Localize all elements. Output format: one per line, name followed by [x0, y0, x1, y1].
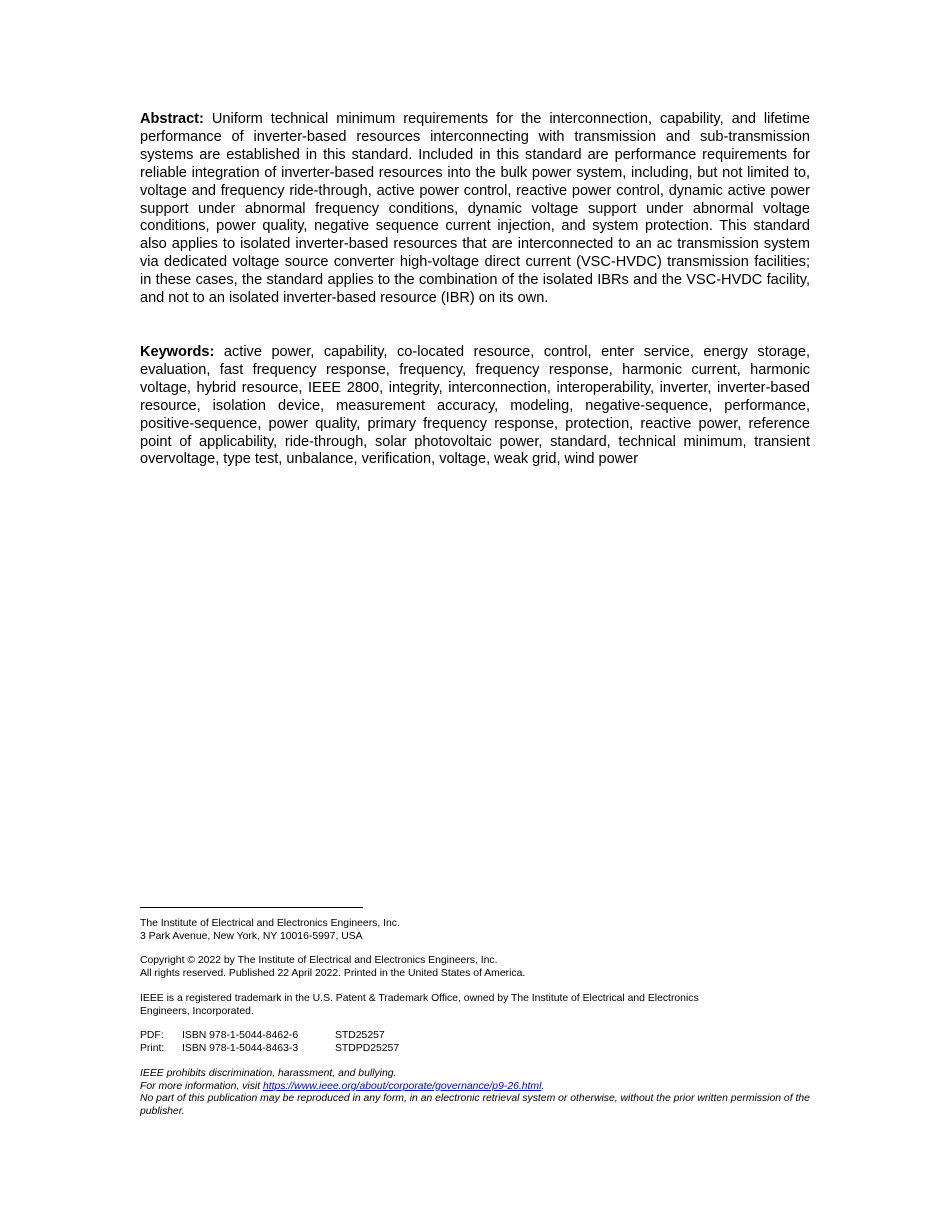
copyright-info: [140, 955, 815, 980]
isbn-format: Print:: [140, 1042, 165, 1054]
trademark-line-1: IEEE is a registered trademark in the U.S. Patent & Trademark Office, owned by The Institute of Electrical and Electronics: [140, 993, 699, 1004]
trademark-line-2: Engineers, Incorporated.: [140, 1005, 254, 1017]
footnote-divider: [140, 907, 363, 908]
isbn-code: STDPD25257: [335, 1042, 400, 1054]
notice-line-2: [140, 1081, 815, 1094]
isbn-number: ISBN 978-1-5044-8462-6: [182, 1030, 299, 1041]
notice-line-2-suffix: .: [541, 1080, 545, 1092]
isbn-row-print: [140, 1043, 815, 1056]
abstract-text: Uniform technical minimum requirements for the interconnection, capability, and lifetime performance of inverter-based resources interconnecting with transmission and sub-transmission systems are established in this standard. Included in this standard are performance requirements for reliable integration of inverter-based resources into the bulk power system, including, but not limited to, voltage and frequency ride-through, active power control, reactive power control, dynamic active power support under abnormal frequency conditions, dynamic voltage support under abnormal voltage conditions, power quality, negative sequence current injection, and system protection. This standard also applies to isolated inverter-based resources that are interconnected to an ac transmission system via dedicated voltage source converter high-voltage direct current (VSC-HVDC) transmission facilities; in these cases, the standard applies to the combination of the isolated IBRs and the VSC-HVDC facility, and not to an isolated inverter-based resource (IBR) on its own.: [140, 111, 810, 307]
notice-line-3: No part of this publication may be reproduced in any form, in an electronic retrieval system or otherwise, without the prior written permission of the publisher.: [140, 1093, 810, 1117]
publisher-info: [140, 918, 815, 943]
isbn-row-pdf: [140, 1030, 815, 1043]
publisher-name: The Institute of Electrical and Electronics Engineers, Inc.: [140, 918, 400, 929]
notice-line-1: IEEE prohibits discrimination, harassment, and bullying.: [140, 1068, 397, 1079]
copyright-line: Copyright © 2022 by The Institute of Electrical and Electronics Engineers, Inc.: [140, 955, 498, 966]
notice-line-2-prefix: For more information, visit: [140, 1080, 263, 1092]
abstract-paragraph: [140, 111, 810, 308]
keywords-label: Keywords:: [140, 344, 215, 360]
isbn-number: ISBN 978-1-5044-8463-3: [182, 1042, 299, 1054]
trademark-notice: [140, 993, 815, 1018]
rights-line: All rights reserved. Published 22 April 2022. Printed in the United States of America.: [140, 967, 526, 979]
publisher-address: 3 Park Avenue, New York, NY 10016-5997, USA: [140, 930, 363, 942]
isbn-code: STD25257: [335, 1030, 385, 1041]
isbn-table: [140, 1030, 815, 1055]
abstract-label: Abstract:: [140, 111, 204, 127]
keywords-paragraph: [140, 344, 810, 469]
keywords-text: active power, capability, co-located resource, control, enter service, energy storage, evaluation, fast frequency response, frequency, frequency response, harmonic current, harmonic voltage, hybrid resource, IEEE 2800, integrity, interconnection, interoperability, inverter, inverter-based resource, isolation device, measurement accuracy, modeling, negative-sequence, performance, positive-sequence, power quality, primary frequency response, protection, reactive power, reference point of applicability, ride-through, solar photovoltaic power, standard, technical minimum, transient overvoltage, type test, unbalance, verification, voltage, weak grid, wind power: [140, 344, 810, 468]
isbn-format: PDF:: [140, 1030, 164, 1041]
legal-notice: [140, 1068, 815, 1118]
governance-link[interactable]: https://www.ieee.org/about/corporate/governance/p9-26.html: [263, 1080, 542, 1092]
